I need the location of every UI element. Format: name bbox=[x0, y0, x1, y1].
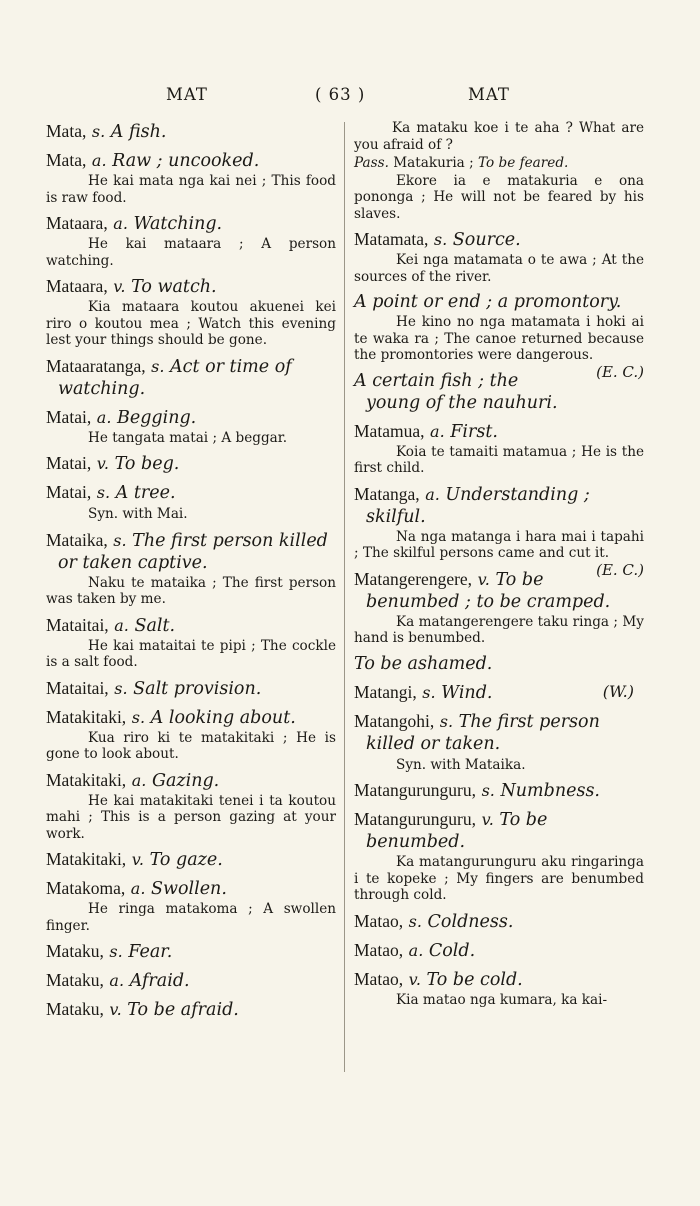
part-of-speech: s. bbox=[109, 942, 123, 961]
part-of-speech: s. bbox=[91, 122, 106, 141]
headword: Mataara, bbox=[46, 213, 108, 233]
part-of-speech: a. bbox=[91, 151, 107, 170]
dictionary-entry bbox=[354, 968, 644, 1009]
dictionary-entry bbox=[354, 779, 644, 802]
page-number: ( 63 ) bbox=[315, 85, 366, 104]
definition: To beg. bbox=[114, 454, 180, 474]
headword: Matai, bbox=[46, 482, 92, 502]
headword: Mata, bbox=[46, 150, 87, 170]
dictionary-entry bbox=[46, 355, 336, 400]
dictionary-entry bbox=[46, 452, 336, 475]
definition: Coldness. bbox=[427, 911, 514, 932]
definition: To be benumbed. bbox=[366, 810, 548, 852]
source-citation: (W.) bbox=[602, 681, 634, 701]
headword: Matao, bbox=[354, 939, 404, 960]
headword: Mataara, bbox=[46, 276, 108, 296]
headword: Mataku, bbox=[46, 970, 104, 990]
headword: Matakitaki, bbox=[46, 769, 127, 790]
definition: A point or end ; a promontory. bbox=[354, 292, 622, 312]
entry-example: Kua riro ki te matakitaki ; He is gone to look about. bbox=[46, 729, 336, 762]
entry-example: Na nga matanga i hara mai i tapahi ; The skilful persons came and cut it. (E. C.) bbox=[354, 528, 644, 579]
dictionary-entry bbox=[46, 877, 336, 934]
dictionary-entry bbox=[354, 653, 644, 675]
entry-example: He ringa matakoma ; A swollen finger. bbox=[46, 901, 336, 934]
passive-form: Pass. Matakuria ; To be feared. bbox=[354, 155, 569, 171]
definition: A certain fish ; the young of the nauhuri. bbox=[354, 370, 558, 413]
headword: Matakitaki, bbox=[46, 706, 127, 727]
headword: Mataitai, bbox=[46, 677, 109, 698]
entry-example: Naku te mataika ; The first person was taken by me. bbox=[46, 574, 336, 607]
dictionary-entry bbox=[354, 808, 644, 904]
page-header bbox=[0, 85, 700, 109]
entry-example: Kia matao nga kumara, ka kai- bbox=[396, 991, 608, 1008]
definition: A tree. bbox=[115, 483, 176, 503]
synonym-note: Syn. with Mai. bbox=[88, 506, 188, 522]
part-of-speech: s. bbox=[433, 230, 448, 249]
definition: Fear. bbox=[128, 942, 173, 962]
headword: Matanga, bbox=[354, 483, 420, 504]
dictionary-entry bbox=[46, 406, 336, 447]
entry-example: He kai matakitaki tenei i ta koutou mahi ; This is a person gazing at your work. bbox=[46, 792, 336, 842]
headword: Matakoma, bbox=[46, 878, 126, 898]
definition: Understanding ; skilful. bbox=[366, 484, 590, 527]
part-of-speech: a. bbox=[430, 421, 445, 441]
dictionary-entry bbox=[46, 769, 336, 843]
definition: To be ashamed. bbox=[354, 653, 493, 674]
dictionary-entry bbox=[46, 149, 336, 206]
headword: Mata, bbox=[46, 121, 87, 141]
definition: To be benumbed ; to be cramped. bbox=[366, 569, 611, 612]
part-of-speech: s. bbox=[114, 678, 128, 698]
entry-example: He kai mata nga kai nei ; This food is raw food. bbox=[46, 173, 336, 206]
headword: Matangerengere, bbox=[354, 568, 473, 589]
part-of-speech: v. bbox=[408, 969, 421, 989]
dictionary-entry bbox=[46, 275, 336, 349]
definition: Salt provision. bbox=[133, 678, 262, 699]
part-of-speech: a. bbox=[425, 484, 440, 504]
dictionary-entry bbox=[354, 939, 644, 962]
part-of-speech: s. bbox=[408, 911, 422, 931]
part-of-speech: a. bbox=[109, 971, 125, 990]
part-of-speech: v. bbox=[113, 277, 126, 296]
left-column bbox=[46, 120, 336, 1027]
definition: Numbness. bbox=[500, 781, 600, 801]
definition: Gazing. bbox=[151, 770, 220, 791]
headword: Matao, bbox=[354, 968, 404, 989]
entry-example: He kino no nga matamata i hoki ai te waka ra ; The canoe returned because the promontories were dangerous. (E. C.) bbox=[354, 314, 644, 381]
entry-example: Kia mataara koutou akuenei kei riro o koutou mea ; Watch this evening lest your things should be gone. bbox=[46, 299, 336, 348]
headword: Matai, bbox=[46, 453, 92, 473]
definition: A looking about. bbox=[150, 707, 296, 728]
definition: To watch. bbox=[131, 277, 217, 297]
part-of-speech: a. bbox=[96, 407, 112, 427]
part-of-speech: v. bbox=[477, 569, 490, 589]
headword: Matamata, bbox=[354, 229, 429, 249]
headword: Mataaratanga, bbox=[46, 355, 146, 376]
dictionary-entry bbox=[46, 677, 336, 700]
dictionary-entry bbox=[46, 481, 336, 523]
entry-example: Ka mataku koe i te aha ? What are you afraid of ? bbox=[354, 120, 644, 153]
part-of-speech: a. bbox=[113, 214, 128, 233]
part-of-speech: s. bbox=[439, 711, 454, 731]
dictionary-entry bbox=[46, 120, 336, 143]
definition: To be cold. bbox=[426, 969, 523, 990]
definition: To be afraid. bbox=[127, 1000, 239, 1020]
definition: The first person killed or taken. bbox=[366, 711, 600, 754]
source-citation: (E. C.) bbox=[596, 560, 644, 579]
definition: Salt. bbox=[134, 615, 176, 636]
dictionary-entry bbox=[46, 706, 336, 763]
entry-example: He kai mataara ; A person watching. bbox=[46, 236, 336, 269]
dictionary-entry bbox=[46, 614, 336, 671]
definition: Swollen. bbox=[151, 879, 227, 899]
part-of-speech: a. bbox=[408, 940, 424, 960]
part-of-speech: s. bbox=[481, 781, 495, 800]
header-right: MAT bbox=[468, 85, 510, 104]
headword: Matamua, bbox=[354, 420, 425, 441]
dictionary-entry bbox=[354, 291, 644, 381]
definition: Wind. bbox=[441, 682, 493, 703]
right-column bbox=[354, 120, 644, 1014]
dictionary-entry bbox=[46, 848, 336, 871]
dictionary-entry bbox=[354, 681, 644, 704]
headword: Matakitaki, bbox=[46, 849, 127, 869]
headword: Matangurunguru, bbox=[354, 809, 476, 829]
part-of-speech: s. bbox=[422, 682, 436, 702]
part-of-speech: v. bbox=[131, 850, 144, 869]
part-of-speech: v. bbox=[481, 810, 494, 829]
column-divider bbox=[344, 122, 345, 1072]
headword: Mataku, bbox=[46, 941, 104, 961]
part-of-speech: s. bbox=[113, 530, 127, 550]
definition: Begging. bbox=[116, 407, 197, 428]
entry-example: Ka matangerengere taku ringa ; My hand is benumbed. bbox=[354, 613, 644, 646]
source-citation: (E. C.) bbox=[596, 362, 644, 381]
headword: Mataku, bbox=[46, 999, 104, 1019]
synonym-note: Syn. with Mataika. bbox=[396, 756, 526, 773]
headword: Matangohi, bbox=[354, 710, 435, 731]
dictionary-entry bbox=[46, 969, 336, 992]
definition: A fish. bbox=[110, 122, 167, 142]
dictionary-entry bbox=[354, 568, 644, 647]
dictionary-entry bbox=[46, 212, 336, 269]
entry-example: Koia te tamaiti matamua ; He is the first child. bbox=[354, 443, 644, 476]
definition: Raw ; uncooked. bbox=[112, 151, 260, 171]
headword: Mataika, bbox=[46, 529, 108, 550]
definition: Act or time of watching. bbox=[58, 356, 292, 399]
entry-example: He kai mataitai te pipi ; The cockle is a salt food. bbox=[46, 637, 336, 670]
headword: Matangi, bbox=[354, 681, 417, 702]
part-of-speech: s. bbox=[96, 483, 111, 502]
headword: Matai, bbox=[46, 406, 92, 427]
part-of-speech: s. bbox=[131, 707, 146, 727]
definition: Afraid. bbox=[129, 971, 190, 991]
dictionary-entry bbox=[354, 910, 644, 933]
dictionary-entry bbox=[46, 529, 336, 608]
dictionary-entry bbox=[354, 420, 644, 477]
entry-example: Kei nga matamata o te awa ; At the sources of the river. bbox=[354, 252, 644, 285]
part-of-speech: a. bbox=[130, 879, 146, 898]
headword: Matao, bbox=[354, 910, 404, 931]
entry-example: He tangata matai ; A beggar. bbox=[88, 429, 288, 446]
part-of-speech: a. bbox=[131, 770, 147, 790]
dictionary-entry bbox=[354, 710, 644, 774]
header-left: MAT bbox=[166, 85, 208, 104]
dictionary-entry bbox=[354, 228, 644, 285]
definition: First. bbox=[450, 421, 498, 442]
definition: To gaze. bbox=[149, 850, 223, 870]
part-of-speech: v. bbox=[109, 1000, 122, 1019]
definition: Cold. bbox=[428, 940, 476, 961]
entry-example: Ekore ia e matakuria e ona pononga ; He will not be feared by his slaves. bbox=[354, 172, 644, 222]
headword: Matangurunguru, bbox=[354, 780, 476, 800]
part-of-speech: v. bbox=[96, 454, 110, 473]
dictionary-entry bbox=[46, 940, 336, 963]
part-of-speech: a. bbox=[114, 615, 129, 635]
dictionary-entry bbox=[46, 998, 336, 1021]
definition: Source. bbox=[452, 230, 521, 250]
entry-example: Ka matangurunguru aku ringaringa i te kopeke ; My fingers are benumbed through cold. bbox=[354, 854, 644, 903]
definition: The first person killed or taken captive. bbox=[58, 530, 328, 573]
part-of-speech: s. bbox=[151, 356, 165, 376]
headword: Mataitai, bbox=[46, 614, 109, 635]
definition: Watching. bbox=[133, 214, 223, 234]
